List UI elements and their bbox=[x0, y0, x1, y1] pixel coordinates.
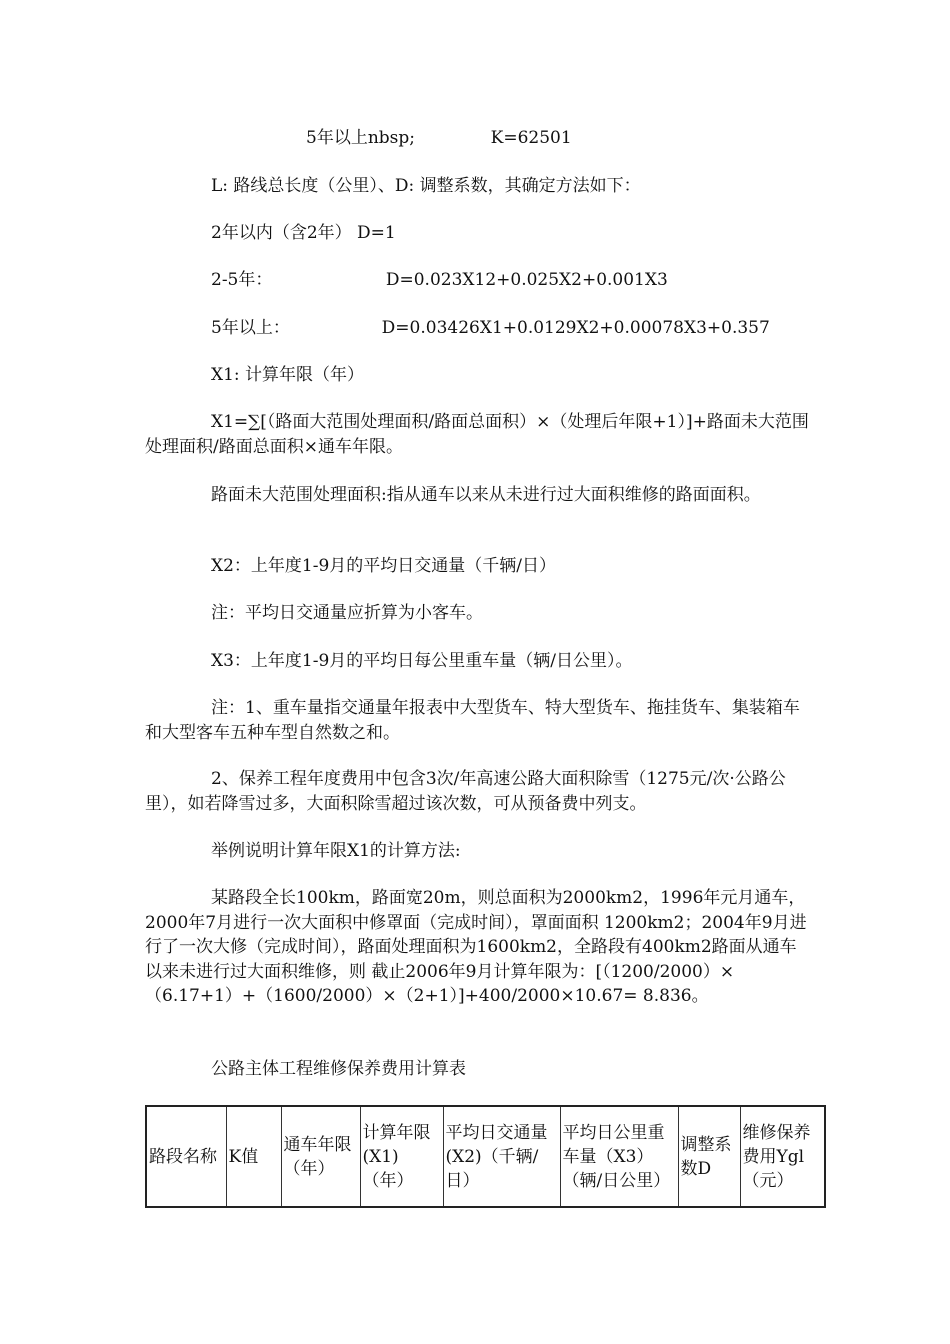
header-heavy-vehicles: 平均日公里重车量（X3）（辆/日公里） bbox=[560, 1106, 678, 1207]
maintenance-fee-table bbox=[145, 1105, 826, 1208]
example-heading: 举例说明计算年限X1的计算方法: bbox=[211, 841, 461, 861]
header-daily-traffic: 平均日交通量(X2)（千辆/日） bbox=[443, 1106, 560, 1207]
x2-definition: X2：上年度1-9月的平均日交通量（千辆/日） bbox=[211, 556, 557, 576]
d-rule-2-5-years: 2-5年： D=0.023X12+0.025X2+0.001X3 bbox=[211, 270, 668, 290]
x1-formula: X1=∑[（路面大范围处理面积/路面总面积）×（处理后年限+1）]+路面未大范围处理面积/路面总面积×通车年限。 bbox=[145, 412, 809, 457]
untreated-area-definition: 路面未大范围处理面积:指从通车以来从未进行过大面积维修的路面面积。 bbox=[211, 485, 761, 505]
x1-definition: X1: 计算年限（年） bbox=[211, 365, 365, 385]
x3-definition: X3：上年度1-9月的平均日每公里重车量（辆/日公里）。 bbox=[211, 651, 633, 671]
header-section-name: 路段名称 bbox=[146, 1106, 226, 1207]
d-rule-over-5-years: 5年以上： D=0.03426X1+0.0129X2+0.00078X3+0.357 bbox=[211, 318, 770, 338]
note-heavy-vehicles: 注：1、重车量指交通量年报表中大型货车、特大型货车、拖挂货车、集装箱车和大型客车五种车型自然数之和。 bbox=[145, 698, 800, 743]
example-calculation: 某路段全长100km，路面宽20m，则总面积为2000km2，1996年元月通车，2000年7月进行一次大面积中修罩面（完成时间），罩面面积 1200km2；2004年9月进行了一次大修（完成时间），路面处理面积为1600km2，全路段有400km2路面从通车以来未进行过大面积维修，则 截止2006年9月计算年限为：[（1200/2000）×（6.17+1）+（1600/2000）×（2+1）]+400/2000×10.67= 8.836。 bbox=[145, 888, 807, 1006]
header-calc-years: 计算年限(X1)（年） bbox=[360, 1106, 443, 1207]
definition-l-d: L: 路线总长度（公里）、D: 调整系数，其确定方法如下： bbox=[211, 176, 641, 196]
note-traffic-conversion: 注：平均日交通量应折算为小客车。 bbox=[211, 603, 483, 623]
k-value-line: 5年以上nbsp; K=62501 bbox=[306, 128, 572, 148]
header-adjust-coefficient: 调整系数D bbox=[678, 1106, 740, 1207]
table-title: 公路主体工程维修保养费用计算表 bbox=[211, 1059, 466, 1079]
note-snow-removal: 2、保养工程年度费用中包含3次/年高速公路大面积除雪（1275元/次·公路公里），如若降雪过多，大面积除雪超过该次数，可从预备费中列支。 bbox=[145, 769, 786, 814]
d-rule-within-2-years: 2年以内（含2年） D=1 bbox=[211, 223, 396, 243]
table-header-row bbox=[146, 1106, 825, 1207]
header-maintenance-fee: 维修保养费用Ygl（元） bbox=[740, 1106, 825, 1207]
header-years-open: 通车年限（年） bbox=[281, 1106, 360, 1207]
header-k-value: K值 bbox=[226, 1106, 281, 1207]
